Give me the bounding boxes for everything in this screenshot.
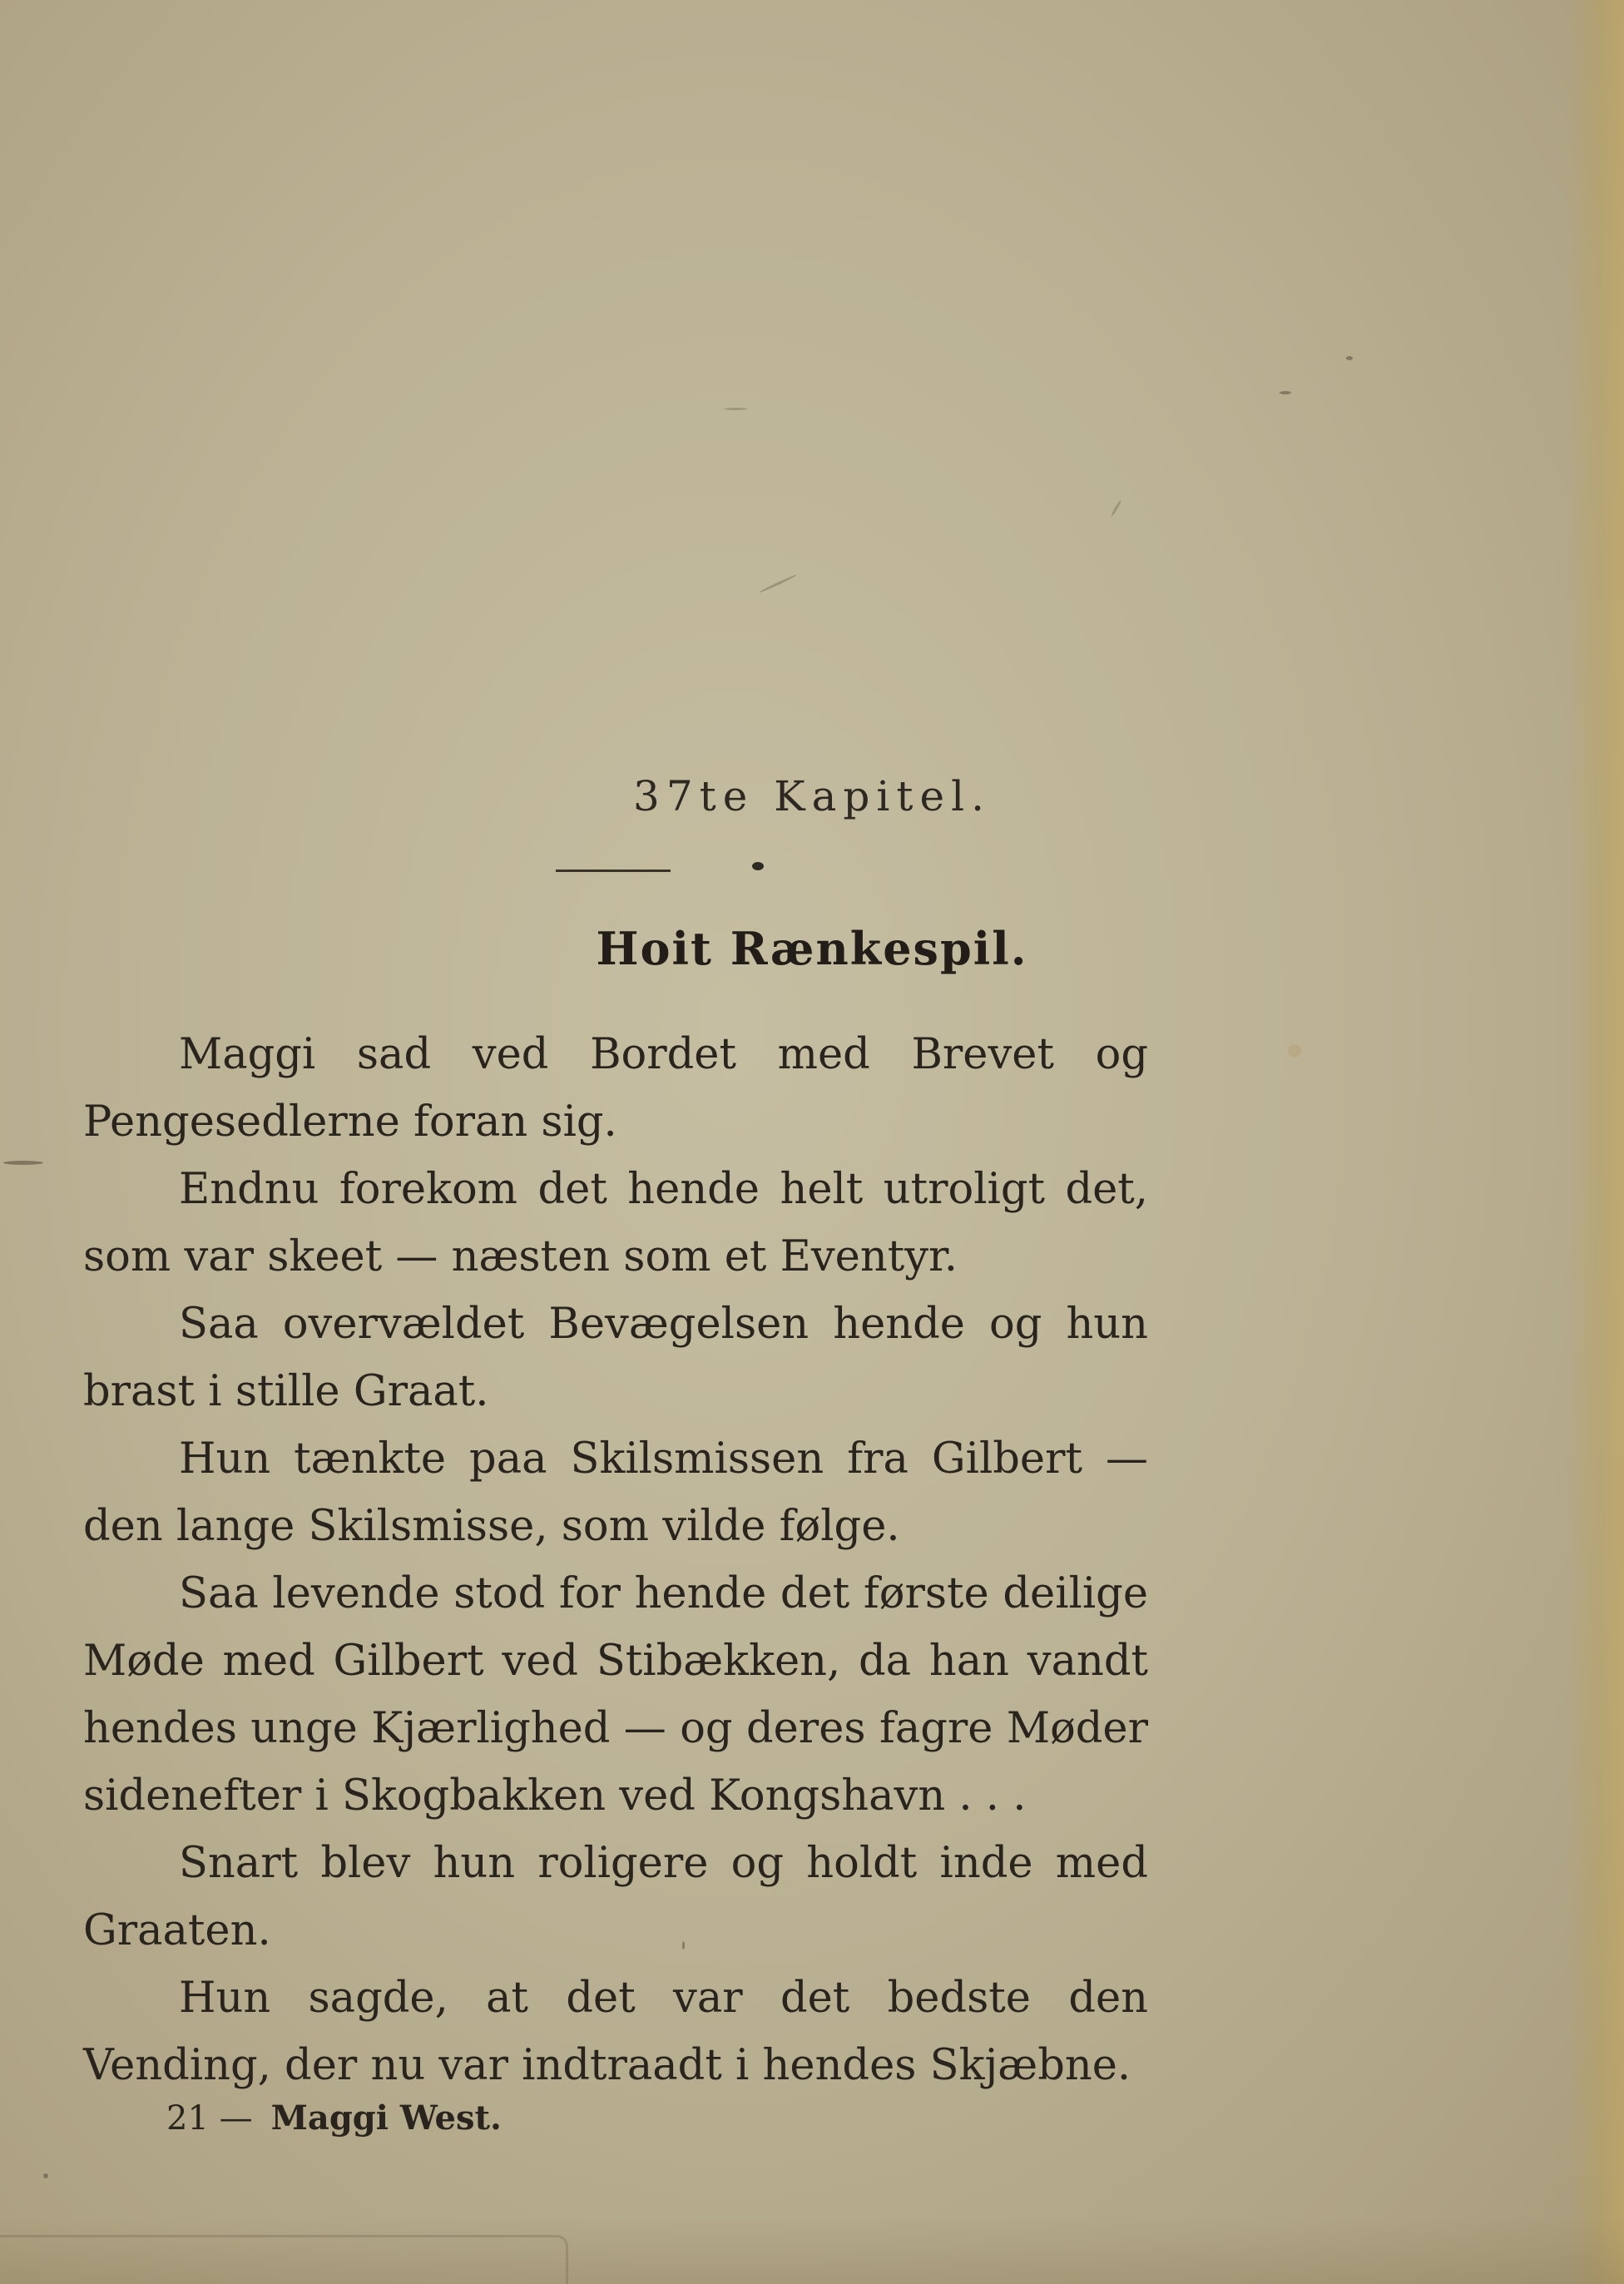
paper-speck	[759, 574, 798, 594]
paper-speck	[724, 408, 747, 410]
divider-ornament	[752, 862, 764, 870]
paper-speck	[1280, 391, 1291, 394]
paragraph: Saa levende stod for hende det første deilige Møde med Gilbert ved Stibækken, da han vandt hendes unge Kjærlighed — og deres fagre Møder sidenefter i Skogbakken ved Kongshavn . . .	[83, 1569, 1148, 1821]
paragraph: Saa overvældet Bevægelsen hende og hun brast i stille Graat.	[83, 1300, 1148, 1416]
chapter-title: Hoit Rænkespil.	[596, 922, 1028, 975]
paragraph: Maggi sad ved Bordet med Brevet og Pengesedlerne foran sig.	[83, 1030, 1148, 1147]
chapter-divider	[556, 870, 671, 872]
paper-speck	[1288, 1044, 1301, 1058]
paper-speck	[3, 1161, 43, 1165]
paragraph: Endnu forekom det hende helt utroligt det, som var skeet — næsten som et Eventyr.	[83, 1165, 1148, 1281]
chapter-heading: 37te Kapitel.	[633, 772, 991, 820]
paper-fold	[0, 2235, 568, 2284]
page-edge-shadow	[1566, 0, 1624, 2284]
paper-speck	[1111, 500, 1122, 518]
paragraph: Hun tænkte paa Skilsmissen fra Gilbert — den lange Skilsmisse, som vilde følge.	[83, 1434, 1148, 1551]
paragraph: Snart blev hun roligere og holdt inde med Graaten.	[83, 1839, 1148, 1955]
paragraph: Hun sagde, at det var det bedste den Vending, der nu var indtraadt i hendes Skjæbne.	[83, 1974, 1148, 2090]
signature-number: 21 —	[166, 2099, 253, 2138]
paper-speck	[43, 2173, 48, 2178]
body-text	[83, 1021, 1148, 2099]
printer-signature	[166, 2098, 502, 2138]
signature-text: Maggi West.	[270, 2098, 502, 2138]
paper-speck	[1346, 356, 1353, 360]
